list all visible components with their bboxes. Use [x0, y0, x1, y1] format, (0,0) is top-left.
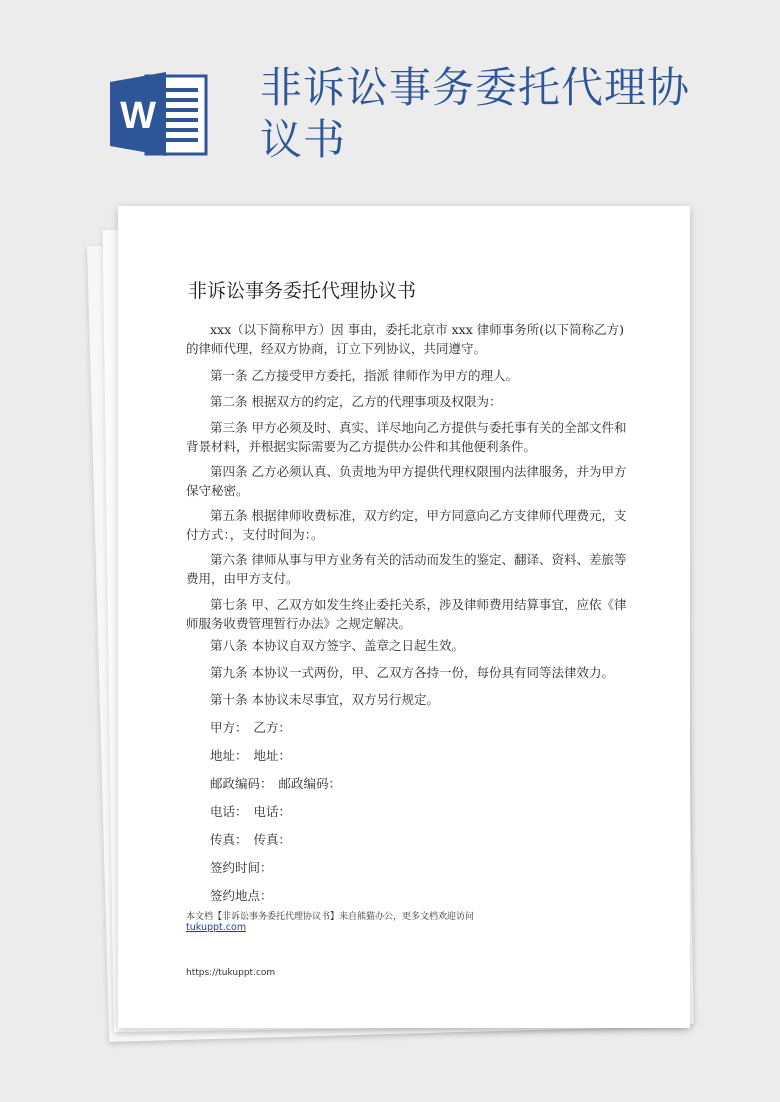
paragraph-article-7: 第七条 甲、乙双方如发生终止委托关系，涉及律师费用结算事宜，应依《律师服务收费管理暂行办法》之规定解决。 [186, 597, 627, 631]
paragraph-article-6: 第六条 律师从事与甲方业务有关的活动而发生的鉴定、翻译、资料、差旅等费用，由甲方支付。 [186, 552, 627, 586]
field-fax-a: 传真： [210, 832, 248, 847]
paragraph-article-10: 第十条 本协议未尽事宜，双方另行规定。 [210, 692, 439, 707]
field-address-b: 地址： [253, 748, 292, 763]
field-party-b: 乙方： [253, 720, 292, 735]
banner-title [260, 62, 740, 166]
paragraph-article-4: 第四条 乙方必须认真、负责地为甲方提供代理权限围内法律服务，并为甲方保守秘密。 [186, 464, 627, 498]
footer-source-link[interactable]: tukuppt.com [186, 922, 247, 933]
paragraph-article-3: 第三条 甲方必须及时、真实、详尽地向乙方提供与委托事有关的全部文件和背景材料，并根据实际需要为乙方提供办公件和其他便利条件。 [186, 420, 627, 454]
document-page [118, 206, 690, 1028]
paragraph-article-5: 第五条 根据律师收费标准，双方约定，甲方同意向乙方支律师代理费元，支付方式：，支付时间为：。 [186, 508, 627, 542]
word-logo-letter: W [120, 95, 156, 137]
field-postcode-a: 邮政编码： [210, 776, 273, 791]
field-sign-time: 签约时间： [210, 860, 273, 875]
field-row-party [210, 718, 291, 736]
field-postcode-b: 邮政编码： [278, 776, 342, 791]
field-row-sign-place [210, 886, 273, 904]
footer-source-note: 本文档【非诉讼事务委托代理协议书】来自熊猫办公，更多文档欢迎访问 [186, 912, 475, 922]
field-fax-b: 传真： [253, 832, 292, 847]
field-row-phone [210, 802, 291, 820]
paragraph-article-8: 第八条 本协议自双方签字、盖章之日起生效。 [210, 638, 464, 653]
field-row-fax [210, 830, 291, 848]
banner-title-line1: 非诉讼事务委托代理协 [260, 63, 691, 112]
field-row-postcode [210, 774, 341, 792]
paragraph-intro: xxx（以下简称甲方）因 事由，委托北京市 xxx 律师事务所(以下简称乙方)的律师代理，经双方协商，订立下列协议，共同遵守。 [186, 322, 624, 356]
document-title: 非诉讼事务委托代理协议书 [188, 280, 417, 302]
field-sign-place: 签约地点： [210, 888, 273, 903]
field-phone-a: 电话： [210, 804, 248, 819]
banner-title-line2: 议书 [260, 115, 347, 164]
paragraph-article-1: 第一条 乙方接受甲方委托，指派 律师作为甲方的理人。 [210, 368, 518, 383]
field-party-a: 甲方： [210, 720, 248, 735]
paragraph-article-2: 第二条 根据双方的约定，乙方的代理事项及权限为： [210, 394, 502, 409]
field-address-a: 地址： [210, 748, 248, 763]
field-row-sign-time [210, 858, 273, 876]
paragraph-article-9: 第九条 本协议一式两份，甲、乙双方各持一份，每份具有同等法律效力。 [210, 665, 614, 680]
field-phone-b: 电话： [253, 804, 292, 819]
word-document-icon [108, 68, 212, 160]
footer-url: https://tukuppt.com [186, 968, 276, 978]
field-row-address [210, 746, 291, 764]
